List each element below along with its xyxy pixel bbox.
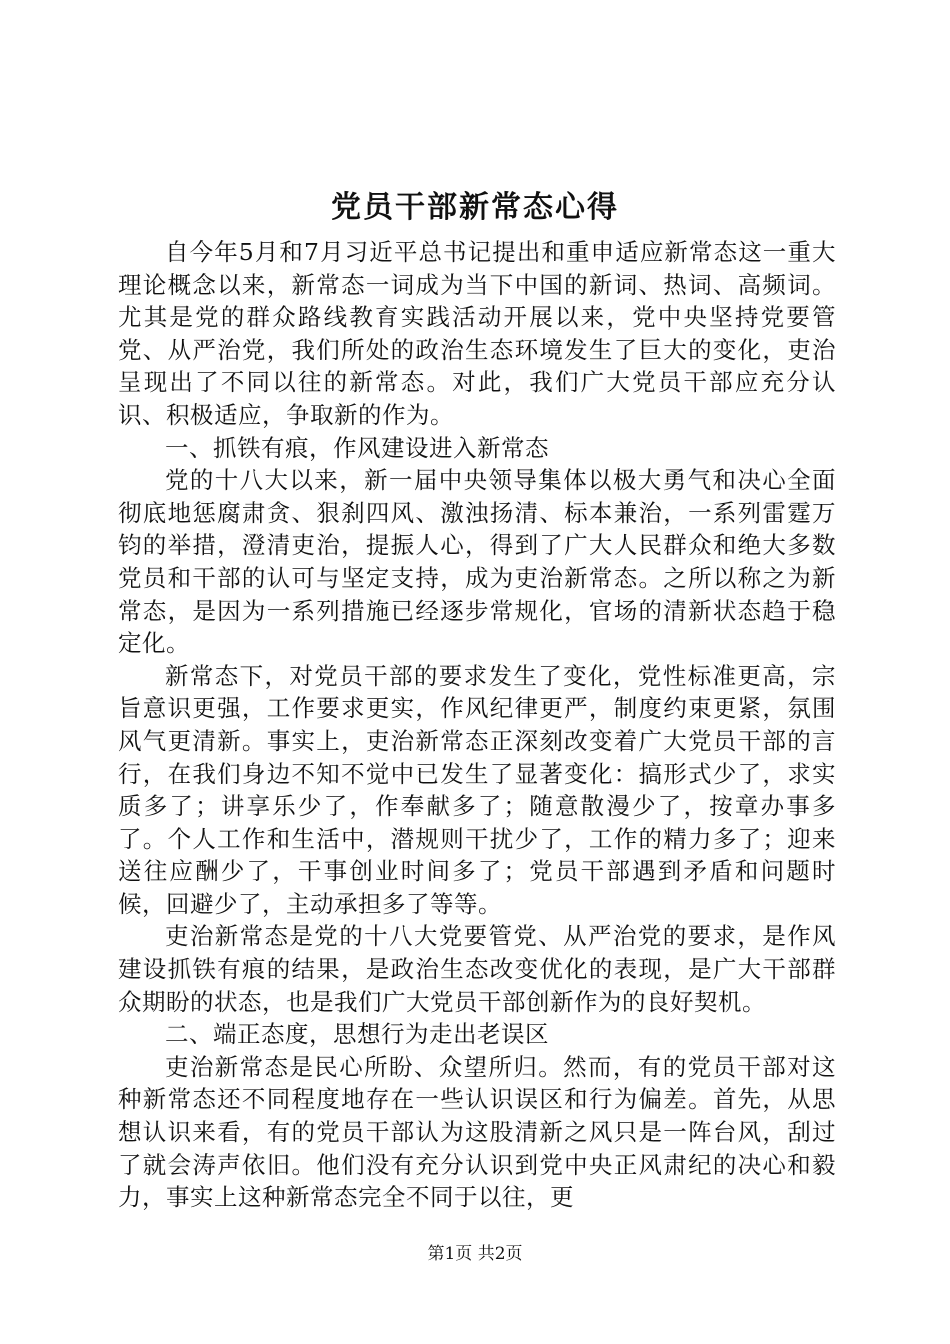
document-body xyxy=(118,236,836,1214)
section-heading-2: 二、端正态度，思想行为走出老误区 xyxy=(165,1020,549,1049)
paragraph: 新常态下，对党员干部的要求发生了变化，党性标准更高，宗旨意识更强，工作要求更实，作风纪律更严，制度约束更紧，氛围风气更清新。事实上，吏治新常态正深刻改变着广大党员干部的言行，在我们身边不知不觉中已发生了显著变化：搞形式少了，求实质多了；讲享乐少了，作奉献多了；随意散漫少了，按章办事多了。个人工作和生活中，潜规则干扰少了，工作的精力多了；迎来送往应酬少了，干事创业时间多了；党员干部遇到矛盾和问题时候，回避少了，主动承担多了等等。 xyxy=(118,661,836,918)
paragraph: 吏治新常态是民心所盼、众望所归。然而，有的党员干部对这种新常态还不同程度地存在一些认识误区和行为偏差。首先，从思想认识来看，有的党员干部认为这股清新之风只是一阵台风，刮过了就会涛声依旧。他们没有充分认识到党中央正风肃纪的决心和毅力，事实上这种新常态完全不同于以往，更 xyxy=(118,1052,836,1212)
document-title: 党员干部新常态心得 xyxy=(331,190,619,225)
page-footer: 第1页 共2页 xyxy=(427,1244,523,1264)
paragraph-intro: 自今年5月和7月习近平总书记提出和重申适应新常态这一重大理论概念以来，新常态一词成为当下中国的新词、热词、高频词。尤其是党的群众路线教育实践活动开展以来，党中央坚持党要管党、从严治党，我们所处的政治生态环境发生了巨大的变化，吏治呈现出了不同以往的新常态。对此，我们广大党员干部应充分认识、积极适应，争取新的作为。 xyxy=(118,238,836,429)
paragraph: 吏治新常态是党的十八大党要管党、从严治党的要求，是作风建设抓铁有痕的结果，是政治生态改变优化的表现，是广大干部群众期盼的状态，也是我们广大党员干部创新作为的良好契机。 xyxy=(118,922,836,1016)
paragraph: 党的十八大以来，新一届中央领导集体以极大勇气和决心全面彻底地惩腐肃贪、狠刹四风、激浊扬清、标本兼治，一系列雷霆万钧的举措，澄清吏治，提振人心，得到了广大人民群众和绝大多数党员和干部的认可与坚定支持，成为吏治新常态。之所以称之为新常态，是因为一系列措施已经逐步常规化，官场的清新状态趋于稳定化。 xyxy=(118,466,836,658)
section-heading-1: 一、抓铁有痕，作风建设进入新常态 xyxy=(165,433,549,462)
